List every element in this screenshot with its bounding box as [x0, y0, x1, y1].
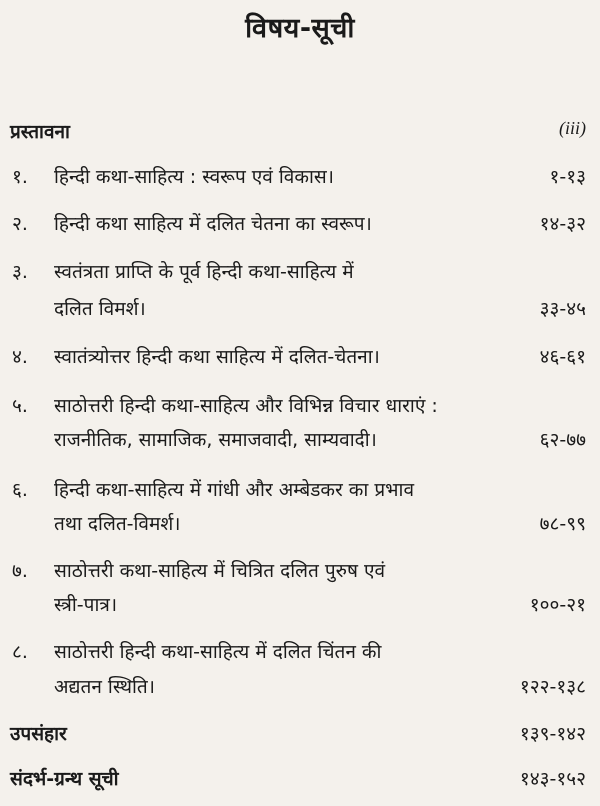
entry-page: ३३-४५: [539, 298, 586, 320]
entry-page: १४-३२: [539, 213, 586, 235]
entry-page: १२२-१३८: [519, 676, 586, 698]
entry-title-line-1: हिन्दी कथा-साहित्य : स्वरूप एवं विकास।: [54, 166, 334, 188]
entry-title-line-1: स्वातंत्र्योत्तर हिन्दी कथा साहित्य में दलित-चेतना।: [54, 346, 380, 368]
entry-title-line-1: हिन्दी कथा साहित्य में दलित चेतना का स्वरूप।: [54, 213, 372, 235]
toc-conclusion-row: [10, 720, 586, 746]
intro-page: (iii): [559, 118, 586, 138]
conclusion-label: उपसंहार: [10, 723, 67, 745]
bibliography-page: १४३-१५२: [519, 768, 586, 790]
entry-number: ८.: [12, 641, 28, 663]
entry-page: ४६-६१: [539, 346, 586, 368]
entry-page: ६२-७७: [539, 429, 586, 451]
entry-page: १००-२१: [529, 594, 586, 616]
entry-number: ३.: [12, 261, 28, 283]
entry-number: ५.: [12, 395, 28, 417]
entry-number: ६.: [12, 479, 28, 501]
bibliography-label: संदर्भ-ग्रन्थ सूची: [10, 768, 119, 790]
intro-label: प्रस्तावना: [10, 121, 70, 143]
entry-title-line-2: दलित विमर्श।: [54, 298, 146, 320]
entry-title-line-2: राजनीतिक, सामाजिक, समाजवादी, साम्यवादी।: [54, 429, 377, 451]
entry-title-line-1: साठोत्तरी हिन्दी कथा-साहित्य में दलित चिंतन की: [54, 641, 382, 663]
entry-title-line-1: स्वतंत्रता प्राप्ति के पूर्व हिन्दी कथा-साहित्य में: [54, 261, 354, 283]
entry-title-line-2: स्त्री-पात्र।: [54, 594, 118, 616]
entry-title-line-2: अद्यतन स्थिति।: [54, 676, 155, 698]
entry-title-line-1: हिन्दी कथा-साहित्य में गांधी और अम्बेडकर का प्रभाव: [54, 479, 415, 501]
entry-number: १.: [12, 166, 28, 188]
toc-bibliography-row: [10, 765, 586, 791]
conclusion-page: १३९-१४२: [519, 723, 586, 745]
entry-number: ४.: [12, 346, 28, 368]
entry-title-line-1: साठोत्तरी हिन्दी कथा-साहित्य और विभिन्न विचार धाराएं :: [54, 395, 438, 417]
entry-number: ७.: [12, 560, 28, 582]
entry-title-line-2: तथा दलित-विमर्श।: [54, 513, 181, 535]
entry-page: १-१३: [549, 166, 586, 188]
page-title: विषय-सूची: [245, 13, 355, 44]
entry-title-line-1: साठोत्तरी कथा-साहित्य में चित्रित दलित पुरुष एवं: [54, 560, 386, 582]
toc-intro-row: [10, 118, 586, 144]
entry-page: ७८-९९: [539, 513, 586, 535]
entry-number: २.: [12, 213, 28, 235]
